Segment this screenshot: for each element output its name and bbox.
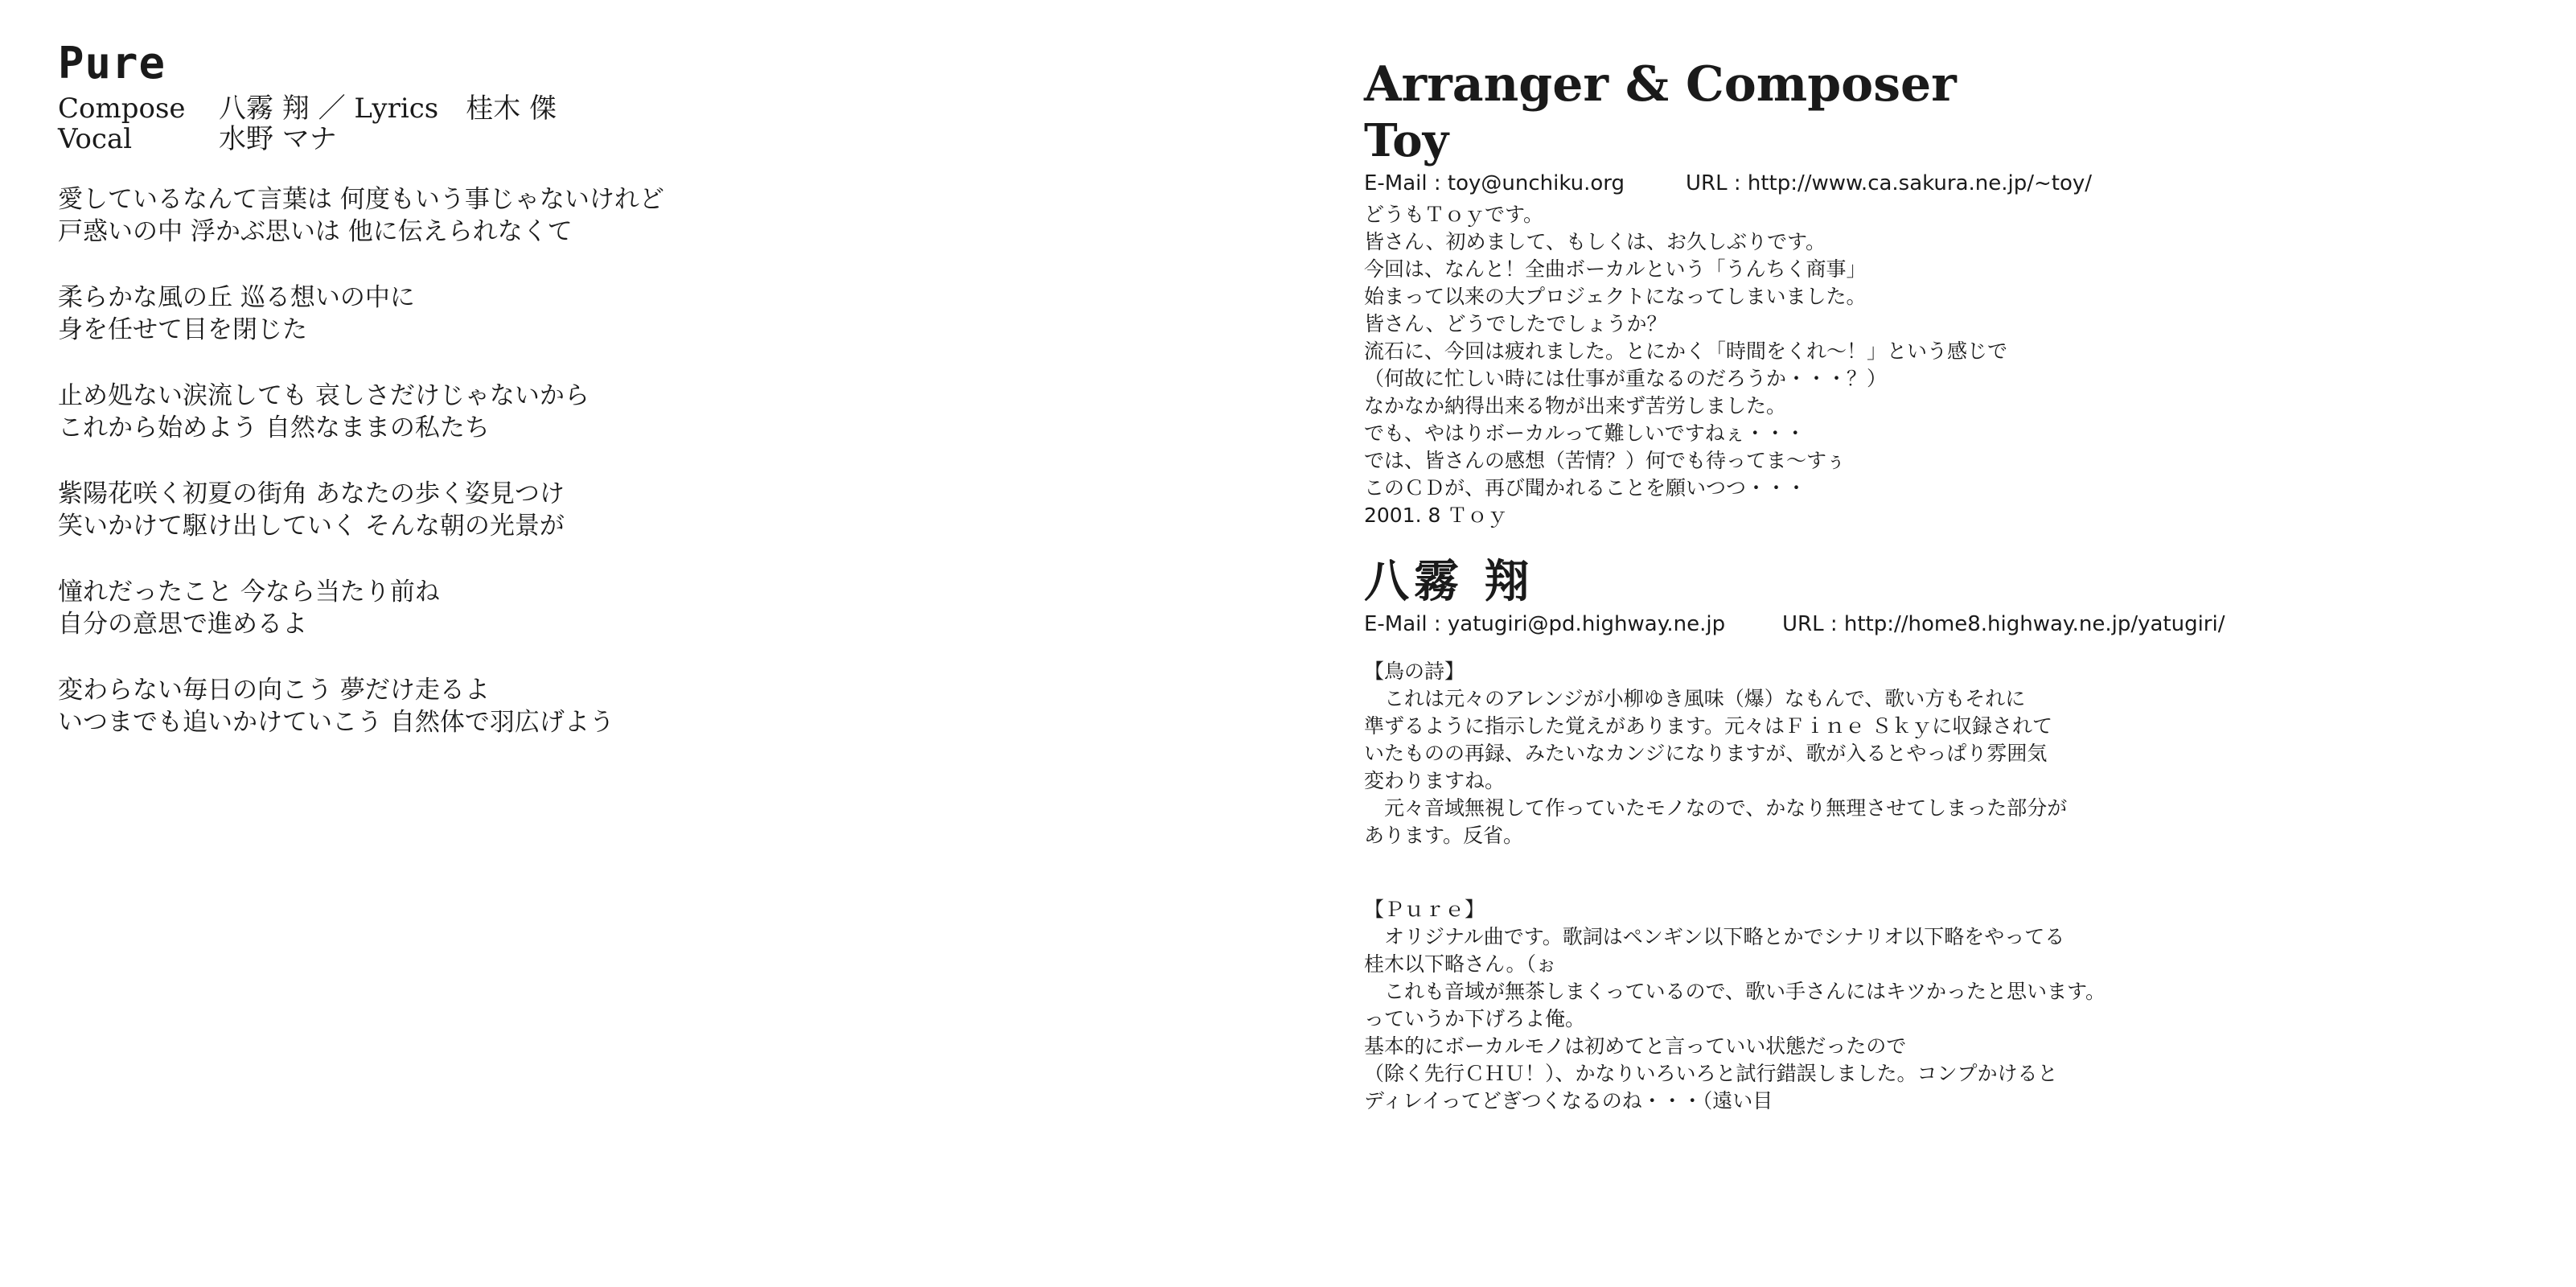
note-line: っていうか下げろよ俺。 — [1364, 1007, 1586, 1030]
message-line: どうもＴｏｙです。 — [1364, 203, 1544, 226]
vocal-label: Vocal — [58, 123, 133, 155]
note-line: いたものの再録、みたいなカンジになりますが、歌が入るとやっぱり雰囲気 — [1364, 742, 2048, 765]
artist-name-toy: Toy — [1364, 114, 1449, 167]
lyric-line: 身を任せて目を閉じた — [58, 315, 307, 344]
message-line: このＣＤが、再び聞かれることを願いつつ・・・ — [1364, 476, 1807, 500]
email-text: E-Mail : toy@unchiku.org — [1364, 171, 1625, 195]
lyric-line: 紫陽花咲く初夏の街角 あなたの歩く姿見つけ — [58, 479, 565, 508]
note-line: これも音域が無茶しまくっているので、歌い手さんにはキツかったと思います。 — [1364, 980, 2106, 1003]
artist-name-yagiri: 八霧 翔 — [1364, 555, 1535, 608]
message-line: では、皆さんの感想（苦情？）何でも待ってま～すぅ — [1364, 449, 1847, 472]
section-title: Arranger & Composer — [1364, 56, 1957, 113]
message-line: 皆さん、どうでしたでしょうか？ — [1364, 312, 1667, 335]
message-line: 皆さん、初めまして、もしくは、お久しぶりです。 — [1364, 230, 1826, 253]
note-line: 準ずるように指示した覚えがあります。元々はＦｉｎｅ Ｓｋｙに収録されて — [1364, 714, 2052, 738]
note-line: あります。反省。 — [1364, 824, 1524, 847]
left-page-lyrics — [0, 0, 1287, 1287]
lyric-stanza — [58, 183, 1287, 248]
note-line: 変わりますね。 — [1364, 769, 1506, 792]
email-text: E-Mail : yatugiri@pd.highway.ne.jp — [1364, 612, 1726, 636]
compose-value: 八霧 翔 ／ Lyrics 桂木 傑 — [219, 93, 557, 125]
lyric-line: 柔らかな風の丘 巡る想いの中に — [58, 283, 415, 312]
lyric-line: 愛しているなんて言葉は 何度もいう事じゃないけれど — [58, 185, 664, 214]
lyric-stanza — [58, 478, 1287, 542]
lyric-stanza — [58, 380, 1287, 444]
song-title: Pure — [58, 38, 166, 88]
message-line: なかなか納得出来る物が出来ず苦労しました。 — [1364, 394, 1787, 417]
lyric-line: 戸惑いの中 浮かぶ思いは 他に伝えられなくて — [58, 217, 573, 246]
right-page-credits — [1287, 0, 2576, 1287]
url-text: URL : http://www.ca.sakura.ne.jp/~toy/ — [1686, 171, 2093, 195]
contact-row-toy — [1364, 171, 2576, 196]
note-line: これは元々のアレンジが小柳ゆき風味（爆）なもんで、歌い方もそれに — [1364, 687, 2026, 710]
note-heading: 【Ｐｕｒｅ】 — [1364, 898, 1485, 921]
note-torinouta — [1364, 658, 2576, 849]
note-line: オリジナル曲です。歌詞はペンギン以下略とかでシナリオ以下略をやってる — [1364, 925, 2065, 948]
credits — [58, 93, 1287, 154]
lyric-stanza — [58, 576, 1287, 640]
note-line: （除く先行ＣＨＵ！）、かなりいろいろと試行錯誤しました。コンプかけると — [1364, 1062, 2058, 1085]
message-line: 流石に、今回は疲れました。とにかく「時間をくれ～！」という感じで — [1364, 339, 2008, 363]
lyric-line: これから始めよう 自然なままの私たち — [58, 413, 490, 442]
url-text: URL : http://home8.highway.ne.jp/yatugiri/ — [1782, 612, 2225, 636]
lyric-stanza — [58, 282, 1287, 346]
lyric-line: 自分の意思で進めるよ — [58, 610, 307, 639]
compose-label: Compose — [58, 93, 186, 125]
message-line: （何故に忙しい時には仕事が重なるのだろうか・・・？） — [1364, 367, 1888, 390]
message-line: 始まって以来の大プロジェクトになってしまいました。 — [1364, 285, 1867, 308]
vocal-value: 水野 マナ — [219, 123, 337, 155]
lyric-line: 止め処ない涙流しても 哀しさだけじゃないから — [58, 381, 590, 410]
lyric-stanza — [58, 674, 1287, 738]
compose-row — [58, 93, 1287, 124]
lyric-line: いつまでも追いかけていこう 自然体で羽広げよう — [58, 708, 614, 737]
lyric-line: 笑いかけて駆け出していく そんな朝の光景が — [58, 512, 565, 541]
note-heading: 【鳥の詩】 — [1364, 660, 1465, 683]
note-line: 元々音域無視して作っていたモノなので、かなり無理させてしまった部分が — [1364, 796, 2068, 820]
note-line: ディレイってどぎつくなるのね・・・（遠い目 — [1364, 1089, 1773, 1112]
note-pure — [1364, 896, 2576, 1115]
vocal-row — [58, 124, 1287, 154]
note-line: 桂木以下略さん。（ぉ — [1364, 952, 1557, 976]
message-line: 今回は、なんと！全曲ボーカルという「うんちく商事」 — [1364, 257, 1867, 281]
lyric-line: 変わらない毎日の向こう 夢だけ走るよ — [58, 676, 490, 705]
message-line: でも、やはりボーカルって難しいですねぇ・・・ — [1364, 421, 1806, 445]
contact-row-yagiri — [1364, 611, 2576, 637]
note-line: 基本的にボーカルモノは初めてと言っていい状態だったので — [1364, 1034, 1907, 1058]
message-line: 2001. 8 Ｔｏｙ — [1364, 504, 1508, 527]
toy-message — [1364, 201, 2576, 529]
lyric-line: 憧れだったこと 今なら当たり前ね — [58, 578, 440, 606]
